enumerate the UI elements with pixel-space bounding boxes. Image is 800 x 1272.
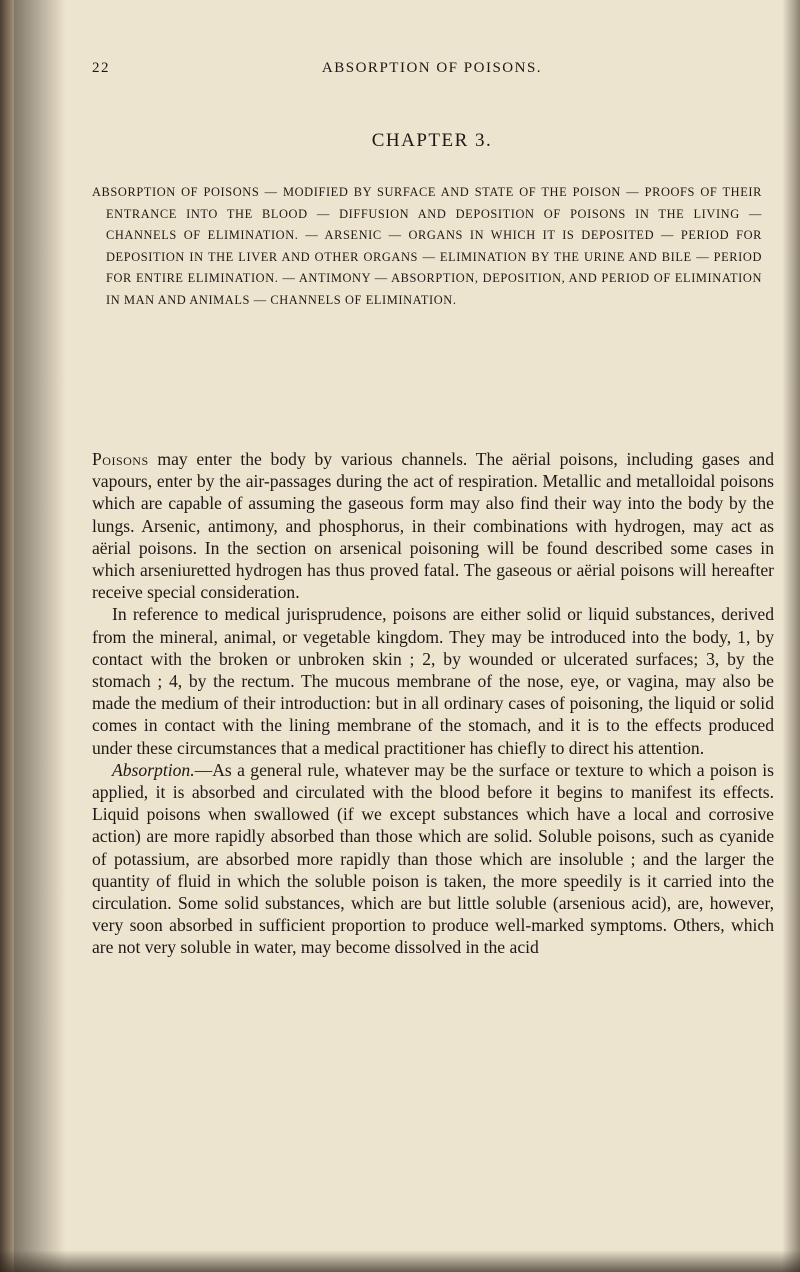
chapter-synopsis: ABSORPTION OF POISONS — MODIFIED BY SURFACE AND STATE OF THE POISON — PROOFS OF THEIR ENTRANCE INTO THE BLOOD — DIFFUSION AND DEPOSITION OF POISONS IN THE LIVING — CHANNELS OF ELIMINATION. — ARSENIC — ORGANS IN WHICH IT IS DEPOSITED — PERIOD FOR DEPOSITION IN THE LIVER AND OTHER ORGANS — ELIMINATION BY THE URINE AND BILE — PERIOD FOR ENTIRE ELIMINATION. — ANTIMONY — ABSORPTION, DEPOSITION, AND PERIOD OF ELIMINATION IN MAN AND ANIMALS — CHANNELS OF ELIMINATION.	[92, 185, 762, 307]
paragraph-1	[92, 448, 774, 603]
paragraph-text: —As a general rule, whatever may be the surface or texture to which a poison is applied, it is absorbed and circulated with the blood before it begins to manifest its effects. Liquid poisons when swallowed (if we except substances which have a local and corrosive action) are more rapidly absorbed than those which are solid. Soluble poisons, such as cyanide of potassium, are absorbed more rapidly than those which are insoluble ; and the larger the quantity of fluid in which the soluble poison is taken, the more speedily is it carried into the circulation. Some solid substances, which are but little soluble (arsenious acid), are, however, very soon absorbed in sufficient proportion to produce well-marked symptoms. Others, which are not very soluble in water, may become dissolved in the acid	[92, 759, 774, 958]
page-edge	[782, 0, 800, 1272]
chapter-heading: CHAPTER 3.	[371, 130, 493, 151]
bottom-edge	[0, 1250, 800, 1272]
paragraph-text: may enter the body by various channels. The aërial poisons, including gases and vapours, enter by the air-passages during the act of respiration. Metallic and metalloidal poisons which are capable of assuming the gaseous form may also find their way into the body by the lungs. Arsenic, antimony, and phosphorus, in their combinations with hydrogen, may act as aërial poisons. In the section on arsenical poisoning will be found described some cases in which arseniuretted hydrogen has thus proved fatal. The gaseous or aërial poisons will hereafter receive special consideration.	[92, 449, 774, 603]
paragraph-lead: Poisons	[92, 449, 149, 469]
page-sheet	[14, 0, 800, 1272]
page-number: 22	[92, 60, 110, 76]
body-text	[92, 448, 774, 959]
section-heading: Absorption.	[112, 759, 195, 780]
running-head	[92, 60, 772, 82]
paragraph-2	[92, 603, 774, 758]
running-head-title: ABSORPTION OF POISONS.	[321, 60, 543, 76]
paragraph-text: In reference to medical jurisprudence, poisons are either solid or liquid substances, derived from the mineral, animal, or vegetable kingdom. They may be introduced into the body, 1, by contact with the broken or unbroken skin ; 2, by wounded or ulcerated surfaces; 3, by the stomach ; 4, by the rectum. The mucous membrane of the nose, eye, or vagina, may also be made the medium of their introduction: but in all ordinary cases of poisoning, the liquid or solid comes in contact with the lining membrane of the stomach, and it is to the effects produced under these circumstances that a medical practitioner has chiefly to direct his attention.	[92, 604, 774, 758]
paragraph-3	[92, 759, 774, 959]
binding-shadow	[14, 0, 66, 1272]
